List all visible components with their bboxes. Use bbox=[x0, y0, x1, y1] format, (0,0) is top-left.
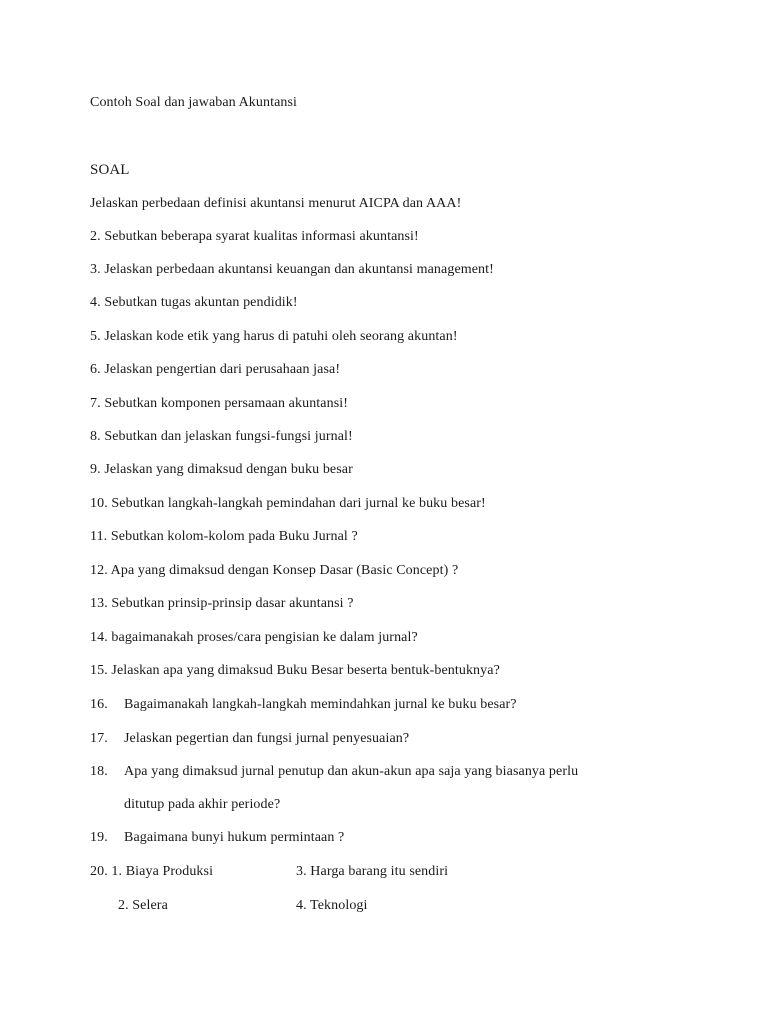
question-number: 7. bbox=[90, 396, 101, 411]
question-text: Jelaskan pengertian dari perusahaan jasa! bbox=[104, 362, 341, 377]
question-text: Sebutkan langkah-langkah pemindahan dari jurnal ke buku besar! bbox=[111, 496, 486, 511]
question-item bbox=[90, 829, 344, 847]
question-text: Jelaskan kode etik yang harus di patuhi oleh seorang akuntan! bbox=[104, 329, 458, 344]
question-number: 20. bbox=[90, 864, 108, 879]
question-item bbox=[90, 461, 353, 479]
question-number: 2. bbox=[90, 229, 101, 244]
question-item bbox=[90, 696, 517, 714]
question-number: 16. bbox=[90, 697, 108, 712]
option-item: 3. Harga barang itu sendiri bbox=[296, 864, 449, 879]
question-item bbox=[90, 730, 409, 748]
question-text: bagaimanakah proses/cara pengisian ke dalam jurnal? bbox=[111, 630, 418, 645]
question-number: 17. bbox=[90, 731, 108, 746]
question-text: Bagaimana bunyi hukum permintaan ? bbox=[124, 830, 345, 845]
question-number: 14. bbox=[90, 630, 108, 645]
question-text: Jelaskan apa yang dimaksud Buku Besar beserta bentuk-bentuknya? bbox=[111, 663, 500, 678]
question-text: Apa yang dimaksud jurnal penutup dan akun-akun apa saja yang biasanya perlu bbox=[124, 764, 579, 779]
document-title: Contoh Soal dan jawaban Akuntansi bbox=[90, 95, 298, 110]
question-text: Jelaskan yang dimaksud dengan buku besar bbox=[104, 462, 353, 477]
question-item bbox=[90, 629, 418, 647]
question-number: 8. bbox=[90, 429, 101, 444]
question-item bbox=[90, 428, 353, 446]
option-item: 2. Selera bbox=[118, 898, 168, 913]
question-text: Sebutkan beberapa syarat kualitas informasi akuntansi! bbox=[104, 229, 419, 244]
question-text-continuation: ditutup pada akhir periode? bbox=[124, 797, 281, 812]
option-item: 4. Teknologi bbox=[296, 898, 368, 913]
question-item bbox=[90, 562, 458, 580]
question-number: 4. bbox=[90, 295, 101, 310]
question-item bbox=[90, 595, 354, 613]
question-text: Jelaskan perbedaan akuntansi keuangan dan akuntansi management! bbox=[104, 262, 494, 277]
question-number: 13. bbox=[90, 596, 108, 611]
question-item bbox=[90, 495, 486, 513]
question-number: 19. bbox=[90, 830, 108, 845]
question-item bbox=[90, 195, 461, 213]
question-text: Jelaskan perbedaan definisi akuntansi menurut AICPA dan AAA! bbox=[90, 196, 462, 211]
section-heading: SOAL bbox=[90, 162, 130, 178]
question-number: 15. bbox=[90, 663, 108, 678]
question-item bbox=[90, 328, 458, 346]
question-number: 6. bbox=[90, 362, 101, 377]
question-item bbox=[90, 763, 578, 781]
question-text: Sebutkan komponen persamaan akuntansi! bbox=[104, 396, 348, 411]
question-text: Sebutkan tugas akuntan pendidik! bbox=[104, 295, 298, 310]
question-number: 12. bbox=[90, 563, 108, 578]
question-number: 11. bbox=[90, 529, 108, 544]
question-item bbox=[90, 395, 348, 413]
question-item bbox=[90, 361, 340, 379]
question-text: Jelaskan pegertian dan fungsi jurnal penyesuaian? bbox=[124, 731, 410, 746]
question-item bbox=[90, 863, 510, 881]
question-text: Apa yang dimaksud dengan Konsep Dasar (Basic Concept) ? bbox=[110, 563, 459, 578]
option-item: 1. Biaya Produksi bbox=[111, 864, 214, 879]
question-number: 18. bbox=[90, 764, 108, 779]
question-item bbox=[90, 261, 494, 279]
question-text: Sebutkan dan jelaskan fungsi-fungsi jurnal! bbox=[104, 429, 353, 444]
question-item bbox=[90, 662, 500, 680]
question-item bbox=[90, 228, 419, 246]
question-text: Bagaimanakah langkah-langkah memindahkan jurnal ke buku besar? bbox=[124, 697, 517, 712]
question-number: 10. bbox=[90, 496, 108, 511]
question-number: 9. bbox=[90, 462, 101, 477]
question-options-row bbox=[118, 897, 518, 915]
question-text: Sebutkan kolom-kolom pada Buku Jurnal ? bbox=[110, 529, 358, 544]
question-text: Sebutkan prinsip-prinsip dasar akuntansi ? bbox=[111, 596, 354, 611]
question-number: 3. bbox=[90, 262, 101, 277]
question-number: 5. bbox=[90, 329, 101, 344]
question-item bbox=[90, 528, 358, 546]
question-item bbox=[90, 294, 298, 312]
